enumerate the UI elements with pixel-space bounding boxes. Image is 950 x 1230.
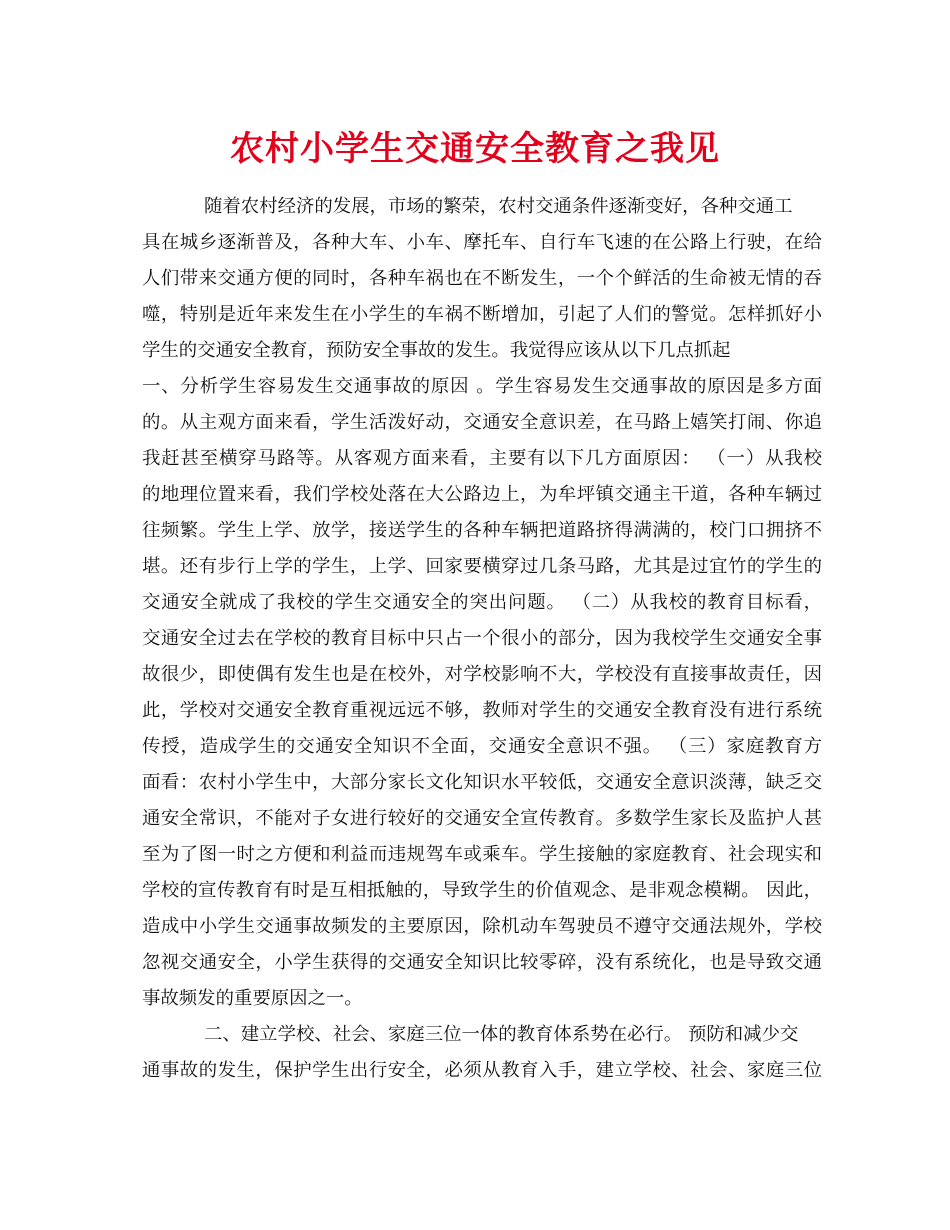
paragraph-line: 此，学校对交通安全教育重视远远不够，教师对学生的交通安全教育没有进行系统 <box>142 700 822 721</box>
paragraph-line: 二、建立学校、社会、家庭三位一体的教育体系势在必行。 预防和减少交 <box>204 1024 799 1045</box>
paragraph-line: 我赶甚至横穿马路等。从客观方面来看，主要有以下几方面原因： （一）从我校 <box>142 448 822 469</box>
paragraph-line: 噬，特别是近年来发生在小学生的车祸不断增加，引起了人们的警觉。怎样抓好小 <box>142 304 822 325</box>
paragraph-line: 至为了图一时之方便和利益而违规驾车或乘车。学生接触的家庭教育、社会现实和 <box>142 844 822 865</box>
paragraph-line: 造成中小学生交通事故频发的主要原因，除机动车驾驶员不遵守交通法规外，学校 <box>142 916 822 937</box>
paragraph-line: 忽视交通安全，小学生获得的交通安全知识比较零碎，没有系统化，也是导致交通 <box>142 952 822 973</box>
paragraph-line: 具在城乡逐渐普及，各种大车、小车、摩托车、自行车飞速的在公路上行驶，在给 <box>142 232 822 253</box>
paragraph-line: 面看：农村小学生中，大部分家长文化知识水平较低，交通安全意识淡薄，缺乏交 <box>142 772 822 793</box>
paragraph-line: 往频繁。学生上学、放学，接送学生的各种车辆把道路挤得满满的，校门口拥挤不 <box>142 520 822 541</box>
document-title: 农村小学生交通安全教育之我见 <box>230 129 720 169</box>
paragraph-line: 学生的交通安全教育，预防安全事故的发生。我觉得应该从以下几点抓起 <box>142 340 731 361</box>
paragraph-line: 通事故的发生，保护学生出行安全，必须从教育入手，建立学校、社会、家庭三位 <box>142 1060 822 1081</box>
paragraph-line: 学校的宣传教育有时是互相抵触的，导致学生的价值观念、是非观念模糊。 因此， <box>142 880 822 901</box>
paragraph-line: 人们带来交通方便的同时，各种车祸也在不断发生，一个个鲜活的生命被无情的吞 <box>142 268 822 289</box>
paragraph-line: 交通安全过去在学校的教育目标中只占一个很小的部分，因为我校学生交通安全事 <box>142 628 822 649</box>
paragraph-line: 的地理位置来看，我们学校处落在大公路边上，为牟坪镇交通主干道，各种车辆过 <box>142 484 822 505</box>
paragraph-line: 堪。还有步行上学的学生，上学、回家要横穿过几条马路，尤其是过宜竹的学生的 <box>142 556 822 577</box>
paragraph-line: 传授，造成学生的交通安全知识不全面，交通安全意识不强。 （三）家庭教育方 <box>142 736 822 757</box>
paragraph-line: 通安全常识，不能对子女进行较好的交通安全宣传教育。多数学生家长及监护人甚 <box>142 808 822 829</box>
paragraph-line: 故很少，即使偶有发生也是在校外，对学校影响不大，学校没有直接事故责任，因 <box>142 664 822 685</box>
paragraph-line: 的。从主观方面来看，学生活泼好动，交通安全意识差，在马路上嬉笑打闹、你追 <box>142 412 822 433</box>
paragraph-line: 一、分析学生容易发生交通事故的原因 。学生容易发生交通事故的原因是多方面 <box>142 376 822 397</box>
paragraph-line: 事故频发的重要原因之一。 <box>142 988 363 1009</box>
paragraph-line: 交通安全就成了我校的学生交通安全的突出问题。 （二）从我校的教育目标看， <box>142 592 822 613</box>
paragraph-line: 随着农村经济的发展，市场的繁荣，农村交通条件逐渐变好，各种交通工 <box>204 196 793 217</box>
